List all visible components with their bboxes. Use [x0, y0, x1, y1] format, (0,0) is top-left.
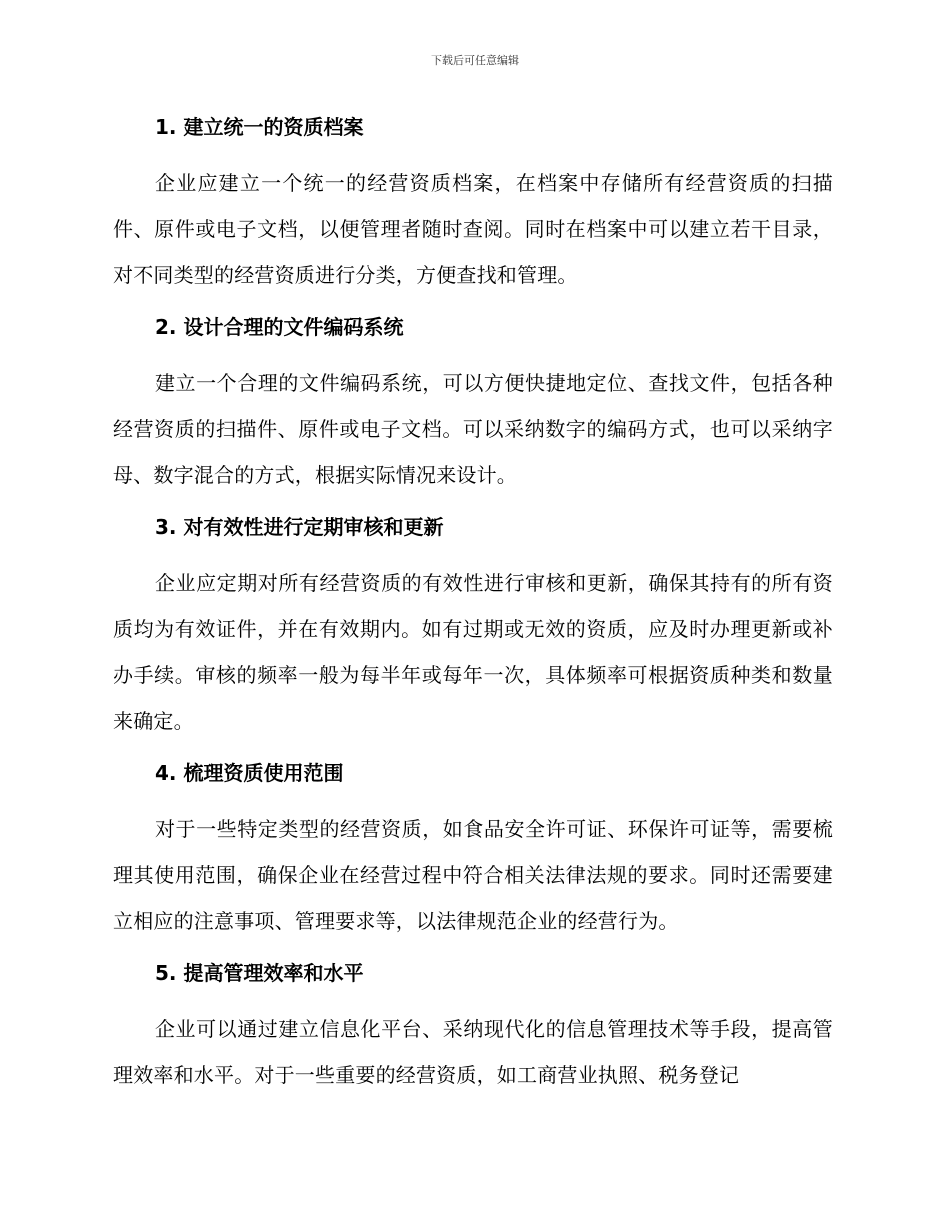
- document-content: [113, 112, 833, 1112]
- section-heading: 3. 对有效性进行定期审核和更新: [155, 515, 444, 539]
- section-heading: 5. 提高管理效率和水平: [155, 961, 364, 985]
- section-2: [113, 312, 833, 498]
- page-header: 下载后可任意编辑: [431, 54, 519, 67]
- section-4: [113, 758, 833, 944]
- section-1: [113, 112, 833, 298]
- section-heading: 2. 设计合理的文件编码系统: [155, 315, 404, 339]
- section-heading: 4. 梳理资质使用范围: [155, 761, 344, 785]
- section-5: [113, 958, 833, 1098]
- section-paragraph: 企业应建立一个统一的经营资质档案，在档案中存储所有经营资质的扫描件、原件或电子文档，以便管理者随时查阅。同时在档案中可以建立若干目录，对不同类型的经营资质进行分类，方便查找和管理。: [113, 171, 833, 287]
- section-paragraph: 企业应定期对所有经营资质的有效性进行审核和更新，确保其持有的所有资质均为有效证件，并在有效期内。如有过期或无效的资质，应及时办理更新或补办手续。审核的频率一般为每半年或每年一次，具体频率可根据资质种类和数量来确定。: [113, 571, 833, 733]
- section-3: [113, 512, 833, 744]
- section-paragraph: 企业可以通过建立信息化平台、采纳现代化的信息管理技术等手段，提高管理效率和水平。对于一些重要的经营资质，如工商营业执照、税务登记: [113, 1017, 833, 1087]
- section-heading: 1. 建立统一的资质档案: [155, 115, 364, 139]
- section-paragraph: 对于一些特定类型的经营资质，如食品安全许可证、环保许可证等，需要梳理其使用范围，确保企业在经营过程中符合相关法律法规的要求。同时还需要建立相应的注意事项、管理要求等，以法律规范企业的经营行为。: [113, 817, 833, 933]
- section-paragraph: 建立一个合理的文件编码系统，可以方便快捷地定位、查找文件，包括各种经营资质的扫描件、原件或电子文档。可以采纳数字的编码方式，也可以采纳字母、数字混合的方式，根据实际情况来设计。: [113, 371, 833, 487]
